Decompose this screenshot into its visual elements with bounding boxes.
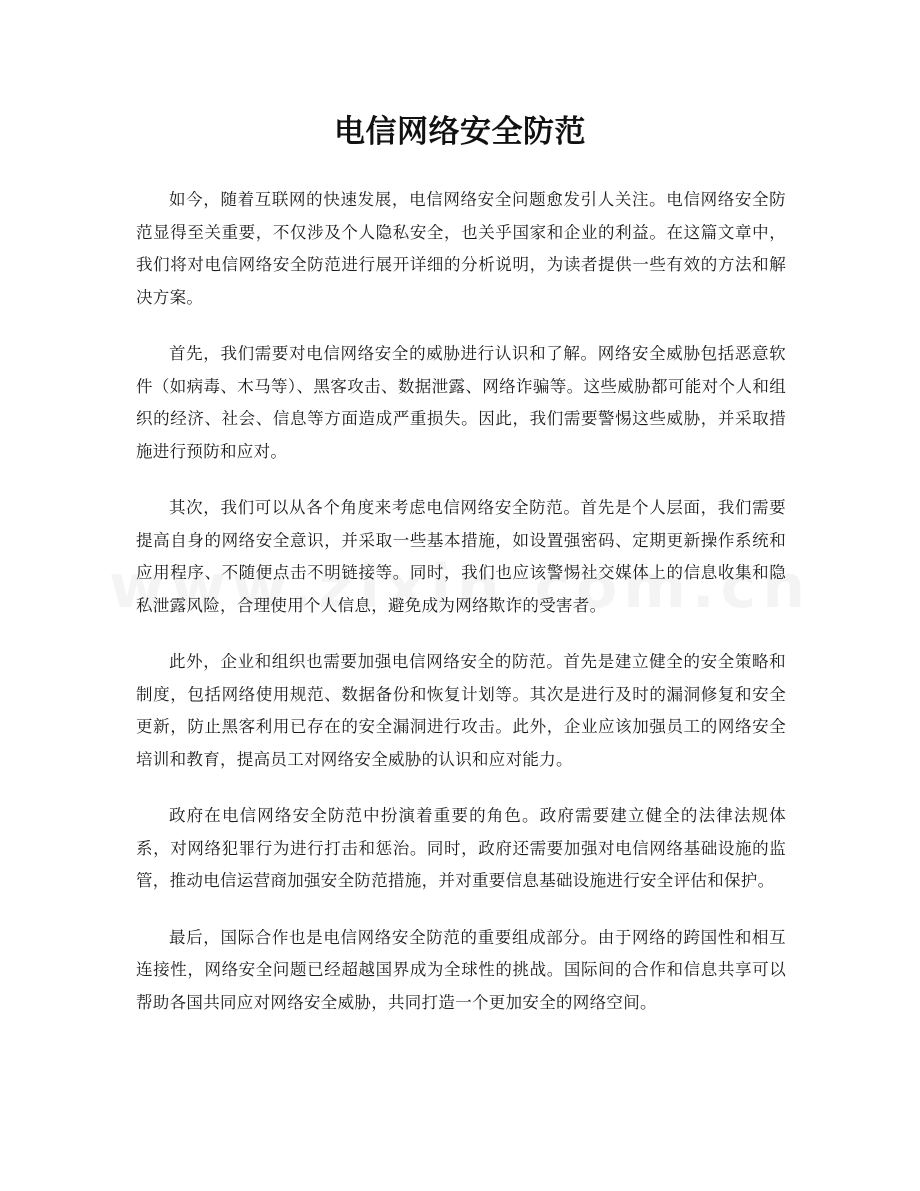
document-title: 电信网络安全防范 [334,114,586,150]
paragraph-international: 最后，国际合作也是电信网络安全防范的重要组成部分。由于网络的跨国性和相互连接性，网络安全问题已经超越国界成为全球性的挑战。国际间的合作和信息共享可以帮助各国共同应对网络安全威胁，共同打造一个更加安全的网络空间。 [136,927,786,1012]
document-body [136,184,786,1043]
paragraph-intro: 如今，随着互联网的快速发展，电信网络安全问题愈发引人关注。电信网络安全防范显得至关重要，不仅涉及个人隐私安全，也关乎国家和企业的利益。在这篇文章中，我们将对电信网络安全防范进行展开详细的分析说明，为读者提供一些有效的方法和解决方案。 [136,190,786,307]
paragraph-government: 政府在电信网络安全防范中扮演着重要的角色。政府需要建立健全的法律法规体系，对网络犯罪行为进行打击和惩治。同时，政府还需要加强对电信网络基础设施的监管，推动电信运营商加强安全防范措施，并对重要信息基础设施进行安全评估和保护。 [136,806,786,890]
paragraph-enterprise: 此外，企业和组织也需要加强电信网络安全的防范。首先是建立健全的安全策略和制度，包括网络使用规范、数据备份和恢复计划等。其次是进行及时的漏洞修复和安全更新，防止黑客利用已存在的安全漏洞进行攻击。此外，企业应该加强员工的网络安全培训和教育，提高员工对网络安全威胁的认识和应对能力。 [136,652,786,769]
paragraph-personal: 其次，我们可以从各个角度来考虑电信网络安全防范。首先是个人层面，我们需要提高自身的网络安全意识，并采取一些基本措施，如设置强密码、定期更新操作系统和应用程序、不随便点击不明链接等。同时，我们也应该警惕社交媒体上的信息收集和隐私泄露风险，合理使用个人信息，避免成为网络欺诈的受害者。 [136,498,786,615]
paragraph-threats: 首先，我们需要对电信网络安全的威胁进行认识和了解。网络安全威胁包括恶意软件（如病毒、木马等）、黑客攻击、数据泄露、网络诈骗等。这些威胁都可能对个人和组织的经济、社会、信息等方面造成严重损失。因此，我们需要警惕这些威胁，并采取措施进行预防和应对。 [136,344,786,461]
